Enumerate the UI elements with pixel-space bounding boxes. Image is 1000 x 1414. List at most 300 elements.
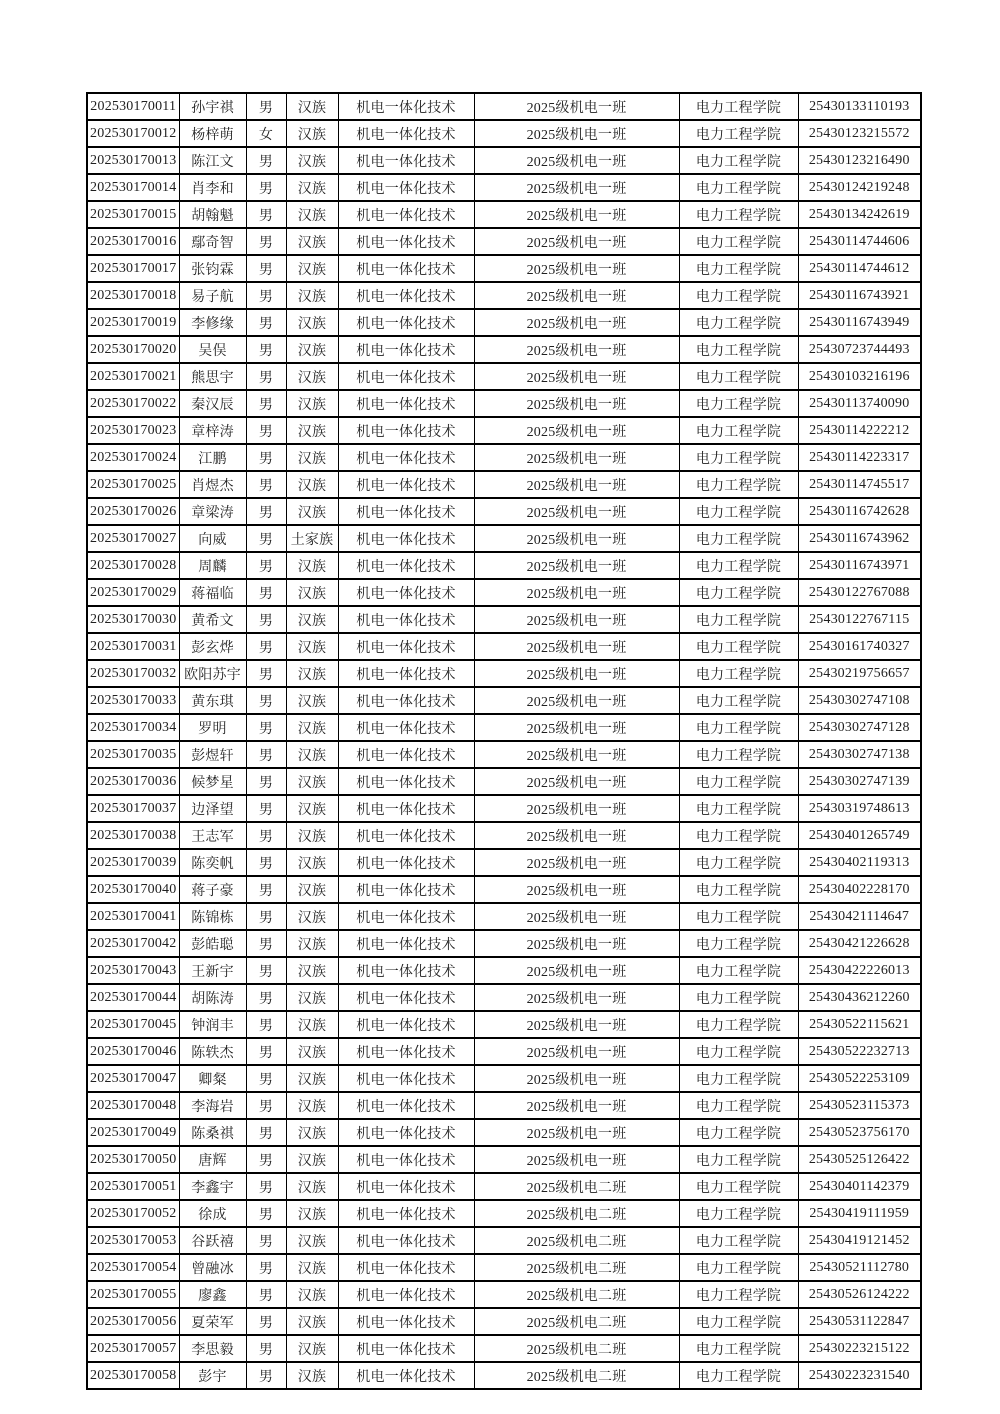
cell-class-name: 2025级机电一班 xyxy=(474,309,679,336)
cell-record-number: 25430116743962 xyxy=(798,525,921,552)
cell-major: 机电一体化技术 xyxy=(338,1092,474,1119)
cell-record-number: 25430116743921 xyxy=(798,282,921,309)
cell-record-number: 25430302747139 xyxy=(798,768,921,795)
cell-record-number: 25430526124222 xyxy=(798,1281,921,1308)
cell-major: 机电一体化技术 xyxy=(338,606,474,633)
cell-ethnicity: 汉族 xyxy=(286,606,338,633)
cell-gender: 男 xyxy=(246,876,286,903)
cell-student-id: 202530170048 xyxy=(87,1092,179,1119)
cell-name: 胡翰魁 xyxy=(179,201,246,228)
cell-record-number: 25430421114647 xyxy=(798,903,921,930)
cell-ethnicity: 汉族 xyxy=(286,660,338,687)
cell-ethnicity: 汉族 xyxy=(286,498,338,525)
cell-major: 机电一体化技术 xyxy=(338,1200,474,1227)
cell-ethnicity: 汉族 xyxy=(286,1308,338,1335)
cell-name: 陈奕帆 xyxy=(179,849,246,876)
cell-major: 机电一体化技术 xyxy=(338,1146,474,1173)
cell-record-number: 25430402228170 xyxy=(798,876,921,903)
cell-ethnicity: 汉族 xyxy=(286,903,338,930)
cell-class-name: 2025级机电一班 xyxy=(474,93,679,120)
cell-record-number: 25430522115621 xyxy=(798,1011,921,1038)
cell-class-name: 2025级机电一班 xyxy=(474,1065,679,1092)
cell-name: 章梓涛 xyxy=(179,417,246,444)
cell-student-id: 202530170029 xyxy=(87,579,179,606)
cell-record-number: 25430401142379 xyxy=(798,1173,921,1200)
cell-name: 杨梓萌 xyxy=(179,120,246,147)
cell-gender: 男 xyxy=(246,552,286,579)
cell-name: 易子航 xyxy=(179,282,246,309)
table-row xyxy=(87,1200,921,1227)
table-row xyxy=(87,687,921,714)
table-row xyxy=(87,147,921,174)
cell-college: 电力工程学院 xyxy=(679,552,798,579)
cell-college: 电力工程学院 xyxy=(679,930,798,957)
cell-name: 秦汉辰 xyxy=(179,390,246,417)
cell-ethnicity: 汉族 xyxy=(286,1200,338,1227)
cell-college: 电力工程学院 xyxy=(679,471,798,498)
cell-class-name: 2025级机电二班 xyxy=(474,1254,679,1281)
cell-class-name: 2025级机电二班 xyxy=(474,1308,679,1335)
cell-record-number: 25430122767115 xyxy=(798,606,921,633)
cell-gender: 男 xyxy=(246,309,286,336)
cell-class-name: 2025级机电一班 xyxy=(474,471,679,498)
cell-record-number: 25430122767088 xyxy=(798,579,921,606)
table-row xyxy=(87,1335,921,1362)
cell-name: 蒋福临 xyxy=(179,579,246,606)
table-row xyxy=(87,1038,921,1065)
cell-student-id: 202530170020 xyxy=(87,336,179,363)
cell-student-id: 202530170039 xyxy=(87,849,179,876)
cell-major: 机电一体化技术 xyxy=(338,1254,474,1281)
cell-ethnicity: 汉族 xyxy=(286,1011,338,1038)
cell-major: 机电一体化技术 xyxy=(338,552,474,579)
cell-major: 机电一体化技术 xyxy=(338,390,474,417)
cell-major: 机电一体化技术 xyxy=(338,498,474,525)
cell-class-name: 2025级机电一班 xyxy=(474,957,679,984)
cell-gender: 男 xyxy=(246,1362,286,1389)
cell-student-id: 202530170022 xyxy=(87,390,179,417)
cell-college: 电力工程学院 xyxy=(679,822,798,849)
cell-college: 电力工程学院 xyxy=(679,795,798,822)
cell-name: 陈轶杰 xyxy=(179,1038,246,1065)
cell-record-number: 25430522232713 xyxy=(798,1038,921,1065)
cell-gender: 男 xyxy=(246,795,286,822)
cell-class-name: 2025级机电一班 xyxy=(474,1038,679,1065)
cell-class-name: 2025级机电一班 xyxy=(474,876,679,903)
cell-record-number: 25430114745517 xyxy=(798,471,921,498)
cell-class-name: 2025级机电一班 xyxy=(474,174,679,201)
cell-ethnicity: 汉族 xyxy=(286,633,338,660)
table-row xyxy=(87,309,921,336)
cell-gender: 男 xyxy=(246,714,286,741)
cell-name: 唐辉 xyxy=(179,1146,246,1173)
cell-major: 机电一体化技术 xyxy=(338,1281,474,1308)
cell-record-number: 25430302747128 xyxy=(798,714,921,741)
cell-gender: 男 xyxy=(246,579,286,606)
cell-class-name: 2025级机电一班 xyxy=(474,849,679,876)
cell-record-number: 25430123215572 xyxy=(798,120,921,147)
table-row xyxy=(87,417,921,444)
cell-class-name: 2025级机电一班 xyxy=(474,822,679,849)
cell-record-number: 25430522253109 xyxy=(798,1065,921,1092)
cell-ethnicity: 汉族 xyxy=(286,795,338,822)
cell-record-number: 25430523756170 xyxy=(798,1119,921,1146)
cell-student-id: 202530170047 xyxy=(87,1065,179,1092)
cell-record-number: 25430723744493 xyxy=(798,336,921,363)
cell-college: 电力工程学院 xyxy=(679,1146,798,1173)
cell-student-id: 202530170017 xyxy=(87,255,179,282)
cell-gender: 男 xyxy=(246,1281,286,1308)
cell-name: 彭玄烨 xyxy=(179,633,246,660)
table-row xyxy=(87,849,921,876)
cell-gender: 男 xyxy=(246,525,286,552)
cell-class-name: 2025级机电一班 xyxy=(474,606,679,633)
cell-major: 机电一体化技术 xyxy=(338,795,474,822)
cell-record-number: 25430521112780 xyxy=(798,1254,921,1281)
cell-name: 陈桑祺 xyxy=(179,1119,246,1146)
cell-student-id: 202530170057 xyxy=(87,1335,179,1362)
cell-student-id: 202530170044 xyxy=(87,984,179,1011)
cell-ethnicity: 汉族 xyxy=(286,228,338,255)
cell-ethnicity: 汉族 xyxy=(286,1173,338,1200)
cell-gender: 女 xyxy=(246,120,286,147)
table-row xyxy=(87,660,921,687)
cell-college: 电力工程学院 xyxy=(679,1011,798,1038)
cell-ethnicity: 汉族 xyxy=(286,147,338,174)
cell-ethnicity: 土家族 xyxy=(286,525,338,552)
student-roster-body xyxy=(87,93,921,1389)
cell-ethnicity: 汉族 xyxy=(286,471,338,498)
cell-college: 电力工程学院 xyxy=(679,147,798,174)
cell-gender: 男 xyxy=(246,1011,286,1038)
table-row xyxy=(87,525,921,552)
cell-major: 机电一体化技术 xyxy=(338,1227,474,1254)
cell-name: 蒋子豪 xyxy=(179,876,246,903)
cell-name: 王志军 xyxy=(179,822,246,849)
cell-student-id: 202530170053 xyxy=(87,1227,179,1254)
cell-gender: 男 xyxy=(246,363,286,390)
cell-record-number: 25430419111959 xyxy=(798,1200,921,1227)
cell-college: 电力工程学院 xyxy=(679,93,798,120)
cell-student-id: 202530170043 xyxy=(87,957,179,984)
cell-class-name: 2025级机电一班 xyxy=(474,714,679,741)
cell-gender: 男 xyxy=(246,1092,286,1119)
cell-gender: 男 xyxy=(246,606,286,633)
cell-class-name: 2025级机电一班 xyxy=(474,1119,679,1146)
cell-name: 罗明 xyxy=(179,714,246,741)
cell-ethnicity: 汉族 xyxy=(286,768,338,795)
table-row xyxy=(87,876,921,903)
cell-class-name: 2025级机电一班 xyxy=(474,201,679,228)
cell-college: 电力工程学院 xyxy=(679,741,798,768)
cell-gender: 男 xyxy=(246,849,286,876)
table-row xyxy=(87,930,921,957)
cell-record-number: 25430133110193 xyxy=(798,93,921,120)
cell-ethnicity: 汉族 xyxy=(286,93,338,120)
cell-name: 彭煜轩 xyxy=(179,741,246,768)
cell-gender: 男 xyxy=(246,390,286,417)
cell-college: 电力工程学院 xyxy=(679,390,798,417)
table-row xyxy=(87,201,921,228)
cell-student-id: 202530170050 xyxy=(87,1146,179,1173)
cell-record-number: 25430114744612 xyxy=(798,255,921,282)
cell-class-name: 2025级机电二班 xyxy=(474,1335,679,1362)
cell-class-name: 2025级机电一班 xyxy=(474,579,679,606)
cell-name: 欧阳苏宇 xyxy=(179,660,246,687)
cell-class-name: 2025级机电一班 xyxy=(474,336,679,363)
cell-ethnicity: 汉族 xyxy=(286,741,338,768)
cell-major: 机电一体化技术 xyxy=(338,1119,474,1146)
cell-record-number: 25430114223317 xyxy=(798,444,921,471)
cell-student-id: 202530170052 xyxy=(87,1200,179,1227)
cell-record-number: 25430223215122 xyxy=(798,1335,921,1362)
cell-record-number: 25430219756657 xyxy=(798,660,921,687)
cell-ethnicity: 汉族 xyxy=(286,876,338,903)
cell-student-id: 202530170018 xyxy=(87,282,179,309)
cell-major: 机电一体化技术 xyxy=(338,255,474,282)
cell-gender: 男 xyxy=(246,1038,286,1065)
cell-major: 机电一体化技术 xyxy=(338,525,474,552)
table-row xyxy=(87,768,921,795)
cell-record-number: 25430302747138 xyxy=(798,741,921,768)
cell-gender: 男 xyxy=(246,147,286,174)
cell-name: 边泽望 xyxy=(179,795,246,822)
cell-record-number: 25430161740327 xyxy=(798,633,921,660)
cell-major: 机电一体化技术 xyxy=(338,768,474,795)
cell-class-name: 2025级机电一班 xyxy=(474,390,679,417)
table-row xyxy=(87,552,921,579)
cell-name: 李思毅 xyxy=(179,1335,246,1362)
cell-record-number: 25430401265749 xyxy=(798,822,921,849)
cell-major: 机电一体化技术 xyxy=(338,1335,474,1362)
cell-record-number: 25430116742628 xyxy=(798,498,921,525)
cell-ethnicity: 汉族 xyxy=(286,579,338,606)
cell-gender: 男 xyxy=(246,1227,286,1254)
cell-student-id: 202530170014 xyxy=(87,174,179,201)
table-row xyxy=(87,1227,921,1254)
cell-student-id: 202530170030 xyxy=(87,606,179,633)
cell-name: 章梁涛 xyxy=(179,498,246,525)
cell-student-id: 202530170045 xyxy=(87,1011,179,1038)
cell-student-id: 202530170032 xyxy=(87,660,179,687)
cell-ethnicity: 汉族 xyxy=(286,1065,338,1092)
cell-major: 机电一体化技术 xyxy=(338,633,474,660)
cell-name: 向威 xyxy=(179,525,246,552)
table-row xyxy=(87,1011,921,1038)
cell-college: 电力工程学院 xyxy=(679,1227,798,1254)
table-row xyxy=(87,336,921,363)
cell-gender: 男 xyxy=(246,444,286,471)
table-row xyxy=(87,1254,921,1281)
cell-student-id: 202530170040 xyxy=(87,876,179,903)
cell-student-id: 202530170031 xyxy=(87,633,179,660)
cell-class-name: 2025级机电一班 xyxy=(474,1092,679,1119)
cell-gender: 男 xyxy=(246,228,286,255)
cell-gender: 男 xyxy=(246,822,286,849)
cell-major: 机电一体化技术 xyxy=(338,417,474,444)
cell-major: 机电一体化技术 xyxy=(338,282,474,309)
cell-student-id: 202530170028 xyxy=(87,552,179,579)
cell-student-id: 202530170037 xyxy=(87,795,179,822)
cell-class-name: 2025级机电一班 xyxy=(474,444,679,471)
cell-gender: 男 xyxy=(246,687,286,714)
cell-college: 电力工程学院 xyxy=(679,525,798,552)
cell-college: 电力工程学院 xyxy=(679,255,798,282)
cell-major: 机电一体化技术 xyxy=(338,1065,474,1092)
cell-name: 徐成 xyxy=(179,1200,246,1227)
cell-name: 陈锦栋 xyxy=(179,903,246,930)
cell-major: 机电一体化技术 xyxy=(338,309,474,336)
cell-ethnicity: 汉族 xyxy=(286,417,338,444)
table-row xyxy=(87,255,921,282)
cell-name: 夏荣军 xyxy=(179,1308,246,1335)
cell-major: 机电一体化技术 xyxy=(338,363,474,390)
cell-record-number: 25430114222212 xyxy=(798,417,921,444)
cell-gender: 男 xyxy=(246,282,286,309)
cell-college: 电力工程学院 xyxy=(679,1308,798,1335)
cell-college: 电力工程学院 xyxy=(679,1335,798,1362)
cell-major: 机电一体化技术 xyxy=(338,1011,474,1038)
cell-student-id: 202530170051 xyxy=(87,1173,179,1200)
table-row xyxy=(87,1146,921,1173)
cell-name: 曾融冰 xyxy=(179,1254,246,1281)
cell-student-id: 202530170012 xyxy=(87,120,179,147)
table-row xyxy=(87,822,921,849)
cell-ethnicity: 汉族 xyxy=(286,1119,338,1146)
cell-ethnicity: 汉族 xyxy=(286,849,338,876)
table-row xyxy=(87,390,921,417)
cell-student-id: 202530170015 xyxy=(87,201,179,228)
table-row xyxy=(87,984,921,1011)
cell-college: 电力工程学院 xyxy=(679,444,798,471)
cell-gender: 男 xyxy=(246,1119,286,1146)
cell-ethnicity: 汉族 xyxy=(286,1146,338,1173)
cell-ethnicity: 汉族 xyxy=(286,714,338,741)
cell-student-id: 202530170016 xyxy=(87,228,179,255)
cell-gender: 男 xyxy=(246,498,286,525)
cell-college: 电力工程学院 xyxy=(679,768,798,795)
cell-student-id: 202530170036 xyxy=(87,768,179,795)
cell-record-number: 25430116743971 xyxy=(798,552,921,579)
student-roster-table xyxy=(86,92,922,1390)
cell-gender: 男 xyxy=(246,1254,286,1281)
table-row xyxy=(87,633,921,660)
table-row xyxy=(87,1281,921,1308)
cell-record-number: 25430422226013 xyxy=(798,957,921,984)
cell-record-number: 25430436212260 xyxy=(798,984,921,1011)
cell-major: 机电一体化技术 xyxy=(338,1038,474,1065)
cell-class-name: 2025级机电一班 xyxy=(474,903,679,930)
cell-record-number: 25430525126422 xyxy=(798,1146,921,1173)
cell-major: 机电一体化技术 xyxy=(338,930,474,957)
cell-college: 电力工程学院 xyxy=(679,282,798,309)
cell-college: 电力工程学院 xyxy=(679,876,798,903)
cell-college: 电力工程学院 xyxy=(679,1200,798,1227)
cell-name: 李鑫宇 xyxy=(179,1173,246,1200)
cell-major: 机电一体化技术 xyxy=(338,876,474,903)
cell-student-id: 202530170042 xyxy=(87,930,179,957)
table-row xyxy=(87,1308,921,1335)
table-row xyxy=(87,579,921,606)
cell-record-number: 25430114744606 xyxy=(798,228,921,255)
cell-gender: 男 xyxy=(246,1173,286,1200)
cell-class-name: 2025级机电一班 xyxy=(474,147,679,174)
cell-major: 机电一体化技术 xyxy=(338,957,474,984)
table-row xyxy=(87,1173,921,1200)
cell-ethnicity: 汉族 xyxy=(286,984,338,1011)
cell-college: 电力工程学院 xyxy=(679,336,798,363)
table-row xyxy=(87,471,921,498)
cell-class-name: 2025级机电一班 xyxy=(474,660,679,687)
cell-student-id: 202530170027 xyxy=(87,525,179,552)
cell-name: 鄢奇智 xyxy=(179,228,246,255)
cell-student-id: 202530170038 xyxy=(87,822,179,849)
cell-student-id: 202530170049 xyxy=(87,1119,179,1146)
table-row xyxy=(87,606,921,633)
cell-record-number: 25430419121452 xyxy=(798,1227,921,1254)
cell-college: 电力工程学院 xyxy=(679,1173,798,1200)
table-row xyxy=(87,741,921,768)
cell-record-number: 25430223231540 xyxy=(798,1362,921,1389)
cell-college: 电力工程学院 xyxy=(679,1065,798,1092)
cell-major: 机电一体化技术 xyxy=(338,228,474,255)
cell-college: 电力工程学院 xyxy=(679,363,798,390)
cell-college: 电力工程学院 xyxy=(679,579,798,606)
cell-ethnicity: 汉族 xyxy=(286,1281,338,1308)
cell-class-name: 2025级机电一班 xyxy=(474,1146,679,1173)
cell-ethnicity: 汉族 xyxy=(286,282,338,309)
cell-college: 电力工程学院 xyxy=(679,228,798,255)
cell-major: 机电一体化技术 xyxy=(338,147,474,174)
cell-college: 电力工程学院 xyxy=(679,633,798,660)
cell-gender: 男 xyxy=(246,984,286,1011)
cell-record-number: 25430113740090 xyxy=(798,390,921,417)
cell-ethnicity: 汉族 xyxy=(286,444,338,471)
cell-name: 卿粲 xyxy=(179,1065,246,1092)
cell-name: 黄希文 xyxy=(179,606,246,633)
cell-record-number: 25430402119313 xyxy=(798,849,921,876)
cell-name: 肖煜杰 xyxy=(179,471,246,498)
cell-name: 吴俣 xyxy=(179,336,246,363)
cell-student-id: 202530170046 xyxy=(87,1038,179,1065)
cell-college: 电力工程学院 xyxy=(679,1092,798,1119)
cell-student-id: 202530170041 xyxy=(87,903,179,930)
table-row xyxy=(87,957,921,984)
cell-major: 机电一体化技术 xyxy=(338,444,474,471)
cell-gender: 男 xyxy=(246,930,286,957)
cell-college: 电力工程学院 xyxy=(679,687,798,714)
cell-ethnicity: 汉族 xyxy=(286,1038,338,1065)
cell-student-id: 202530170011 xyxy=(87,93,179,120)
cell-record-number: 25430531122847 xyxy=(798,1308,921,1335)
cell-college: 电力工程学院 xyxy=(679,417,798,444)
cell-name: 陈江文 xyxy=(179,147,246,174)
table-row xyxy=(87,228,921,255)
cell-name: 熊思宇 xyxy=(179,363,246,390)
table-row xyxy=(87,1362,921,1389)
cell-major: 机电一体化技术 xyxy=(338,714,474,741)
cell-student-id: 202530170035 xyxy=(87,741,179,768)
cell-class-name: 2025级机电一班 xyxy=(474,417,679,444)
table-row xyxy=(87,498,921,525)
cell-ethnicity: 汉族 xyxy=(286,1092,338,1119)
table-row xyxy=(87,174,921,201)
cell-class-name: 2025级机电一班 xyxy=(474,768,679,795)
cell-student-id: 202530170013 xyxy=(87,147,179,174)
cell-record-number: 25430134242619 xyxy=(798,201,921,228)
cell-name: 周麟 xyxy=(179,552,246,579)
cell-class-name: 2025级机电一班 xyxy=(474,930,679,957)
